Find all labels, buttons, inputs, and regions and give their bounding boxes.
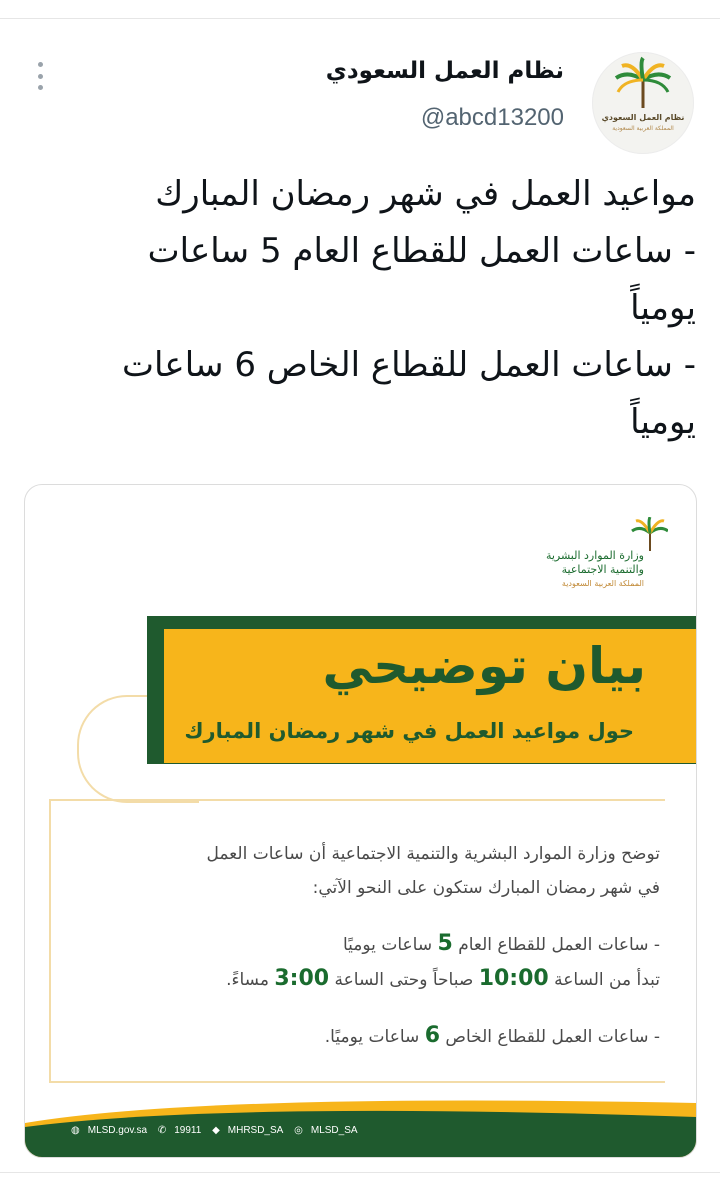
tweet-line: - ساعات العمل للقطاع العام 5 ساعات <box>147 231 696 271</box>
statement-line: توضح وزارة الموارد البشرية والتنمية الاجتماعية أن ساعات العمل <box>206 844 660 864</box>
private-hours: 6 <box>424 1023 440 1048</box>
public-hours: 5 <box>437 931 453 956</box>
tweet-line: - ساعات العمل للقطاع الخاص 6 ساعات <box>122 345 696 385</box>
instagram-handle: MLSD_SA <box>310 1125 358 1136</box>
display-name[interactable]: نظام العمل السعودي <box>325 58 564 84</box>
twitter-handle: MHRSD_SA <box>227 1125 284 1136</box>
bottom-divider <box>0 1172 720 1173</box>
statement-line: في شهر رمضان المبارك ستكون على النحو الآتي: <box>312 878 660 898</box>
ministry-line: وزارة الموارد البشرية <box>545 549 644 562</box>
website: MLSD.gov.sa <box>87 1125 148 1136</box>
ministry-line: والتنمية الاجتماعية <box>561 563 644 576</box>
end-time: 3:00 <box>274 966 330 991</box>
palm-logo-icon <box>592 52 694 154</box>
ministry-line: المملكة العربية السعودية <box>561 579 644 588</box>
tweet-line: يومياً <box>630 402 696 442</box>
private-sector-line: - ساعات العمل للقطاع الخاص 6 ساعات يوميًا. <box>324 1023 660 1048</box>
globe-icon: ◍ <box>71 1125 80 1136</box>
tweet-media-image[interactable] <box>24 484 697 1158</box>
public-time-line: تبدأ من الساعة 10:00 صباحاً وحتى الساعة 3:00 مساءً. <box>226 966 660 991</box>
tweet-text <box>56 166 696 451</box>
statement-text <box>60 837 660 1054</box>
announcement-title: بيان توضيحي <box>322 637 646 695</box>
instagram-icon: ◎ <box>294 1125 303 1136</box>
avatar[interactable] <box>592 52 694 154</box>
footer-wave <box>25 1083 696 1157</box>
more-options-icon[interactable] <box>34 62 46 90</box>
phone-icon: ✆ <box>157 1125 167 1136</box>
tweet-line: يومياً <box>630 288 696 328</box>
avatar-subtitle: المملكة العربية السعودية <box>612 125 674 132</box>
public-sector-line: - ساعات العمل للقطاع العام 5 ساعات يوميًا <box>342 931 660 956</box>
ministry-name <box>546 549 644 591</box>
twitter-icon: ◆ <box>212 1125 220 1136</box>
contact-footer <box>71 1125 366 1136</box>
start-time: 10:00 <box>478 966 549 991</box>
announcement-subtitle: حول مواعيد العمل في شهر رمضان المبارك <box>184 719 634 743</box>
avatar-title: نظام العمل السعودي <box>601 113 685 122</box>
top-divider <box>0 18 720 19</box>
user-handle[interactable]: @abcd13200 <box>420 104 564 131</box>
tweet-line: مواعيد العمل في شهر رمضان المبارك <box>155 174 696 214</box>
phone-number: 19911 <box>174 1125 202 1136</box>
